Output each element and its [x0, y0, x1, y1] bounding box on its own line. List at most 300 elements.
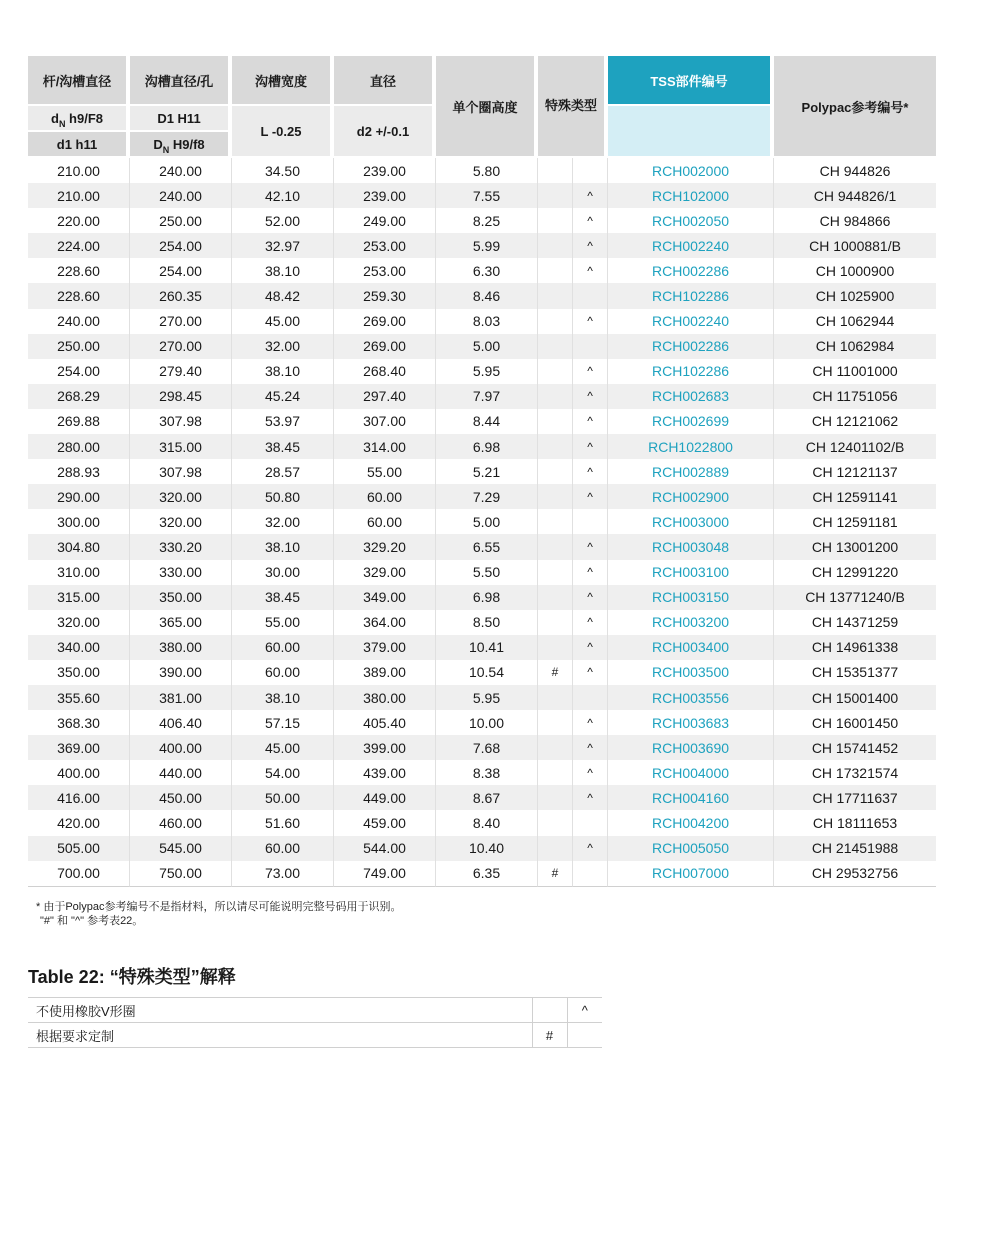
groove-width-cell: 45.00: [232, 735, 334, 760]
polypac-reference-cell: CH 15741452: [774, 735, 936, 760]
header-dn-h9f8: $d_N$ h9/F8: [28, 106, 130, 132]
diameter-cell: 253.00: [334, 258, 436, 283]
table-row: [28, 258, 936, 283]
diameter-cell: 259.30: [334, 283, 436, 308]
tss-part-number-cell: RCH003500: [608, 660, 774, 685]
special-type-no-vring-cell: ^: [573, 484, 608, 509]
rod-diameter-cell: 416.00: [28, 785, 130, 810]
polypac-reference-cell: CH 1000900: [815, 262, 895, 279]
polypac-reference-cell: CH 15001400: [774, 685, 936, 710]
groove-width-cell: 34.50: [232, 158, 334, 183]
tss-part-number-cell: RCH002000: [608, 158, 774, 183]
rod-diameter-cell: 700.00: [28, 861, 130, 887]
ring-height-cell: 8.67: [436, 785, 538, 810]
polypac-reference-cell: CH 12121137: [812, 463, 898, 480]
special-type-custom-cell: [538, 560, 573, 585]
table-body: [28, 158, 936, 887]
groove-width-cell: 55.00: [232, 610, 334, 635]
ring-height-cell: 8.38: [436, 760, 538, 785]
special-type-no-vring-cell: ^: [573, 560, 608, 585]
rod-diameter-cell: 355.60: [28, 685, 130, 710]
tss-part-number-cell: RCH004160: [608, 785, 774, 810]
table-row: [28, 861, 936, 887]
table-row: [28, 208, 936, 233]
special-type-custom-cell: [538, 735, 573, 760]
rod-diameter-cell: 250.00: [28, 334, 130, 359]
bore-diameter-cell: 330.20: [130, 534, 232, 559]
special-type-no-vring-cell: ^: [573, 384, 608, 409]
special-type-custom-cell: #: [538, 660, 573, 685]
ring-height-cell: 5.21: [436, 459, 538, 484]
special-type-no-vring-cell: ^: [573, 660, 608, 685]
table22-custom-cell: [532, 998, 567, 1023]
special-type-no-vring-cell: ^: [573, 434, 608, 459]
table22-body: [28, 998, 602, 1048]
rod-diameter-cell: 369.00: [28, 735, 130, 760]
rod-diameter-cell: 350.00: [28, 660, 130, 685]
header-single-ring-height: 单个圈高度: [436, 56, 538, 158]
rod-diameter-cell: 400.00: [28, 760, 130, 785]
tss-part-number-cell: RCH003556: [608, 685, 774, 710]
diameter-cell: 60.00: [334, 509, 436, 534]
special-type-custom-cell: [538, 283, 573, 308]
rod-diameter-cell: 340.00: [28, 635, 130, 660]
groove-width-cell: 50.80: [232, 484, 334, 509]
special-type-no-vring-cell: [573, 685, 608, 710]
rod-diameter-cell: 254.00: [28, 359, 130, 384]
special-type-no-vring-cell: ^: [573, 785, 608, 810]
tss-part-number-cell: RCH102286: [608, 359, 774, 384]
rod-diameter-cell: 320.00: [28, 610, 130, 635]
bore-diameter-cell: 240.00: [130, 183, 232, 208]
table-row: [28, 384, 936, 409]
diameter-cell: 544.00: [334, 836, 436, 861]
bore-diameter-cell: 270.00: [130, 309, 232, 334]
table22-description-cell: 不使用橡胶V形圈: [28, 998, 532, 1023]
special-type-no-vring-cell: ^: [573, 534, 608, 559]
bore-diameter-cell: 545.00: [130, 836, 232, 861]
diameter-cell: 268.40: [334, 359, 436, 384]
groove-width-cell: 54.00: [232, 760, 334, 785]
diameter-cell: 349.00: [334, 585, 436, 610]
bore-diameter-cell: 307.98: [130, 409, 232, 434]
diameter-cell: 269.00: [334, 309, 436, 334]
groove-width-cell: 48.42: [232, 283, 334, 308]
ring-height-cell: 8.44: [436, 409, 538, 434]
special-type-custom-cell: [538, 484, 573, 509]
bore-diameter-cell: 381.00: [130, 685, 232, 710]
tss-part-number-cell: RCH002286: [608, 258, 774, 283]
header-tss-part-number: TSS部件编号: [608, 56, 774, 106]
rod-diameter-cell: 315.00: [28, 585, 130, 610]
ring-height-cell: 8.46: [436, 283, 538, 308]
special-type-custom-cell: [538, 309, 573, 334]
special-type-no-vring-cell: [573, 810, 608, 835]
header-polypac-reference: Polypac参考编号*: [774, 56, 936, 158]
header-dn-h9f8-bore: $D_N$ H9/f8: [130, 132, 232, 158]
table-row: [28, 158, 936, 183]
groove-width-cell: 42.10: [232, 183, 334, 208]
tss-part-number-cell: RCH102286: [608, 283, 774, 308]
ring-height-cell: 10.41: [436, 635, 538, 660]
diameter-cell: 314.00: [334, 434, 436, 459]
rod-diameter-cell: 224.00: [28, 233, 130, 258]
tss-part-number-cell: RCH002900: [608, 484, 774, 509]
ring-height-cell: 7.29: [436, 484, 538, 509]
tss-part-number-cell: RCH002683: [608, 384, 774, 409]
polypac-reference-cell: CH 11751056: [774, 384, 936, 409]
bore-diameter-cell: 450.00: [130, 785, 232, 810]
diameter-cell: 329.00: [334, 560, 436, 585]
ring-height-cell: 10.40: [436, 836, 538, 861]
table-row: [28, 735, 936, 760]
bore-diameter-cell: 460.00: [130, 810, 232, 835]
diameter-cell: 249.00: [334, 208, 436, 233]
bore-diameter-cell: 270.00: [130, 334, 232, 359]
tss-part-number-cell: RCH002240: [608, 309, 774, 334]
rod-diameter-cell: 228.60: [28, 283, 130, 308]
ring-height-cell: 8.25: [436, 208, 538, 233]
table-row: [28, 509, 936, 534]
special-type-no-vring-cell: ^: [573, 183, 608, 208]
groove-width-cell: 38.10: [232, 359, 334, 384]
rod-diameter-cell: 368.30: [28, 710, 130, 735]
special-type-no-vring-cell: ^: [573, 760, 608, 785]
special-type-custom-cell: [538, 183, 573, 208]
rod-diameter-cell: 310.00: [28, 560, 130, 585]
tss-part-number-cell: RCH002286: [608, 334, 774, 359]
polypac-reference-cell: CH 1062984: [774, 334, 936, 359]
diameter-cell: 364.00: [334, 610, 436, 635]
groove-width-cell: 32.97: [232, 233, 334, 258]
special-type-custom-cell: [538, 585, 573, 610]
header-special-type: 特殊类型: [538, 56, 608, 158]
groove-width-cell: 60.00: [232, 660, 334, 685]
diameter-cell: 269.00: [334, 334, 436, 359]
polypac-reference-cell: CH 1062944: [815, 313, 895, 330]
special-type-no-vring-cell: ^: [573, 610, 608, 635]
ring-height-cell: 7.68: [436, 735, 538, 760]
diameter-cell: 60.00: [334, 484, 436, 509]
bore-diameter-cell: 307.98: [130, 459, 232, 484]
tss-part-number-cell: RCH003683: [608, 710, 774, 735]
tss-part-number-cell: RCH003000: [608, 509, 774, 534]
diameter-cell: 389.00: [334, 660, 436, 685]
special-type-custom-cell: [538, 760, 573, 785]
table22-row: [28, 998, 602, 1023]
polypac-reference-cell: CH 16001450: [811, 714, 899, 731]
header-groove-width: 沟槽宽度: [232, 56, 334, 106]
ring-height-cell: 6.98: [436, 585, 538, 610]
ring-height-cell: 5.50: [436, 560, 538, 585]
diameter-cell: 239.00: [334, 183, 436, 208]
table-row: [28, 810, 936, 835]
polypac-reference-cell: CH 944826/1: [774, 183, 936, 208]
bore-diameter-cell: 298.45: [130, 384, 232, 409]
special-type-no-vring-cell: ^: [573, 233, 608, 258]
bore-diameter-cell: 406.40: [130, 710, 232, 735]
table-row: [28, 685, 936, 710]
special-type-custom-cell: [538, 334, 573, 359]
table-row: [28, 283, 936, 308]
special-type-no-vring-cell: [573, 861, 608, 887]
tss-part-number-cell: RCH1022800: [608, 434, 774, 459]
groove-width-cell: 50.00: [232, 785, 334, 810]
polypac-reference-cell: CH 12591181: [812, 513, 898, 530]
special-type-no-vring-cell: ^: [573, 409, 608, 434]
tss-part-number-cell: RCH004200: [608, 810, 774, 835]
table-row: [28, 359, 936, 384]
bore-diameter-cell: 240.00: [130, 158, 232, 183]
table-row: [28, 309, 936, 334]
diameter-cell: 749.00: [334, 861, 436, 887]
ring-height-cell: 5.95: [436, 359, 538, 384]
special-type-no-vring-cell: [573, 283, 608, 308]
diameter-cell: 379.00: [334, 635, 436, 660]
special-type-no-vring-cell: ^: [573, 585, 608, 610]
polypac-reference-cell: CH 29532756: [774, 861, 936, 887]
special-type-custom-cell: #: [538, 861, 573, 887]
table-row: [28, 710, 936, 735]
header-d1-h11-lower: d1 h11: [28, 132, 130, 158]
ring-height-cell: 10.00: [436, 710, 538, 735]
polypac-reference-cell: CH 18111653: [812, 814, 898, 831]
polypac-reference-cell: CH 13771240/B: [774, 585, 936, 610]
tss-part-number-cell: RCH007000: [608, 861, 774, 887]
groove-width-cell: 60.00: [232, 635, 334, 660]
special-type-custom-cell: [538, 208, 573, 233]
bore-diameter-cell: 260.35: [130, 283, 232, 308]
groove-width-cell: 73.00: [232, 861, 334, 887]
special-type-custom-cell: [538, 233, 573, 258]
diameter-cell: 307.00: [334, 409, 436, 434]
special-type-custom-cell: [538, 810, 573, 835]
bore-diameter-cell: 279.40: [130, 359, 232, 384]
polypac-reference-cell: CH 17321574: [811, 764, 899, 781]
groove-width-cell: 38.45: [232, 585, 334, 610]
header-diameter: 直径: [334, 56, 436, 106]
ring-height-cell: 5.80: [436, 158, 538, 183]
special-type-custom-cell: [538, 359, 573, 384]
table-header: [28, 56, 936, 158]
footnote-polypac: * 由于Polypac参考编号不是指材料，所以请尽可能说明完整号码用于识别。: [36, 901, 402, 913]
table-row: [28, 585, 936, 610]
rod-diameter-cell: 300.00: [28, 509, 130, 534]
table-row: [28, 233, 936, 258]
tss-part-number-cell: RCH002050: [608, 208, 774, 233]
bore-diameter-cell: 320.00: [130, 484, 232, 509]
ring-height-cell: 5.95: [436, 685, 538, 710]
special-type-no-vring-cell: ^: [573, 309, 608, 334]
groove-width-cell: 38.10: [232, 685, 334, 710]
tss-part-number-cell: RCH003100: [608, 560, 774, 585]
table-row: [28, 610, 936, 635]
special-type-no-vring-cell: ^: [573, 258, 608, 283]
ring-height-cell: 7.97: [436, 384, 538, 409]
groove-width-cell: 57.15: [232, 710, 334, 735]
diameter-cell: 399.00: [334, 735, 436, 760]
special-type-no-vring-cell: ^: [573, 635, 608, 660]
ring-height-cell: 10.54: [436, 660, 538, 685]
diameter-cell: 459.00: [334, 810, 436, 835]
special-type-custom-cell: [538, 635, 573, 660]
polypac-reference-cell: CH 21451988: [774, 836, 936, 861]
diameter-cell: 439.00: [334, 760, 436, 785]
rod-diameter-cell: 290.00: [28, 484, 130, 509]
table-row: [28, 434, 936, 459]
special-type-custom-cell: [538, 710, 573, 735]
rod-diameter-cell: 210.00: [28, 183, 130, 208]
groove-width-cell: 30.00: [232, 560, 334, 585]
table22-custom-cell: #: [532, 1023, 567, 1048]
special-type-custom-cell: [538, 509, 573, 534]
polypac-reference-cell: CH 1025900: [774, 283, 936, 308]
special-type-no-vring-cell: [573, 334, 608, 359]
header-d1-h11-upper: D1 H11: [130, 106, 232, 132]
groove-width-cell: 38.45: [232, 434, 334, 459]
diameter-cell: 329.20: [334, 534, 436, 559]
bore-diameter-cell: 440.00: [130, 760, 232, 785]
diameter-cell: 405.40: [334, 710, 436, 735]
bore-diameter-cell: 315.00: [130, 434, 232, 459]
diameter-cell: 297.40: [334, 384, 436, 409]
tss-part-number-cell: RCH003048: [608, 534, 774, 559]
table22-description-cell: 根据要求定制: [28, 1023, 532, 1048]
special-type-custom-cell: [538, 434, 573, 459]
ring-height-cell: 5.00: [436, 334, 538, 359]
rod-diameter-cell: 420.00: [28, 810, 130, 835]
table-row: [28, 334, 936, 359]
rod-diameter-cell: 240.00: [28, 309, 130, 334]
rod-diameter-cell: 228.60: [28, 258, 130, 283]
rod-diameter-cell: 269.88: [28, 409, 130, 434]
footnote-symbols: "#" 和 "^" 参考表22。: [40, 915, 144, 927]
table-row: [28, 484, 936, 509]
tss-part-number-cell: RCH003690: [608, 735, 774, 760]
rod-diameter-cell: 288.93: [28, 459, 130, 484]
special-type-legend-table: [28, 997, 602, 1048]
groove-width-cell: 51.60: [232, 810, 334, 835]
header-tss-subcell: [608, 106, 774, 158]
rod-diameter-cell: 505.00: [28, 836, 130, 861]
special-type-no-vring-cell: [573, 158, 608, 183]
ring-height-cell: 8.03: [436, 309, 538, 334]
groove-width-cell: 38.10: [232, 534, 334, 559]
ring-height-cell: 8.50: [436, 610, 538, 635]
bore-diameter-cell: 320.00: [130, 509, 232, 534]
table22-title: Table 22: “特殊类型”解释: [28, 967, 236, 987]
header-rod-groove-diameter: 杆/沟槽直径: [28, 56, 130, 106]
ring-height-cell: 6.35: [436, 861, 538, 887]
groove-width-cell: 32.00: [232, 334, 334, 359]
groove-width-cell: 53.97: [232, 409, 334, 434]
footnotes: [36, 900, 401, 928]
polypac-reference-cell: CH 14371259: [811, 614, 899, 631]
polypac-reference-cell: CH 944826: [819, 162, 891, 179]
ring-height-cell: 7.55: [436, 183, 538, 208]
table-row: [28, 183, 936, 208]
special-type-custom-cell: [538, 459, 573, 484]
rod-diameter-cell: 268.29: [28, 384, 130, 409]
polypac-reference-cell: CH 12591141: [774, 484, 936, 509]
table-row: [28, 635, 936, 660]
diameter-cell: 380.00: [334, 685, 436, 710]
polypac-reference-cell: CH 17711637: [774, 785, 936, 810]
tss-part-number-cell: RCH003400: [608, 635, 774, 660]
ring-height-cell: 8.40: [436, 810, 538, 835]
table-row: [28, 534, 936, 559]
groove-width-cell: 28.57: [232, 459, 334, 484]
table-row: [28, 560, 936, 585]
tss-part-number-cell: RCH005050: [608, 836, 774, 861]
table-row: [28, 836, 936, 861]
special-type-no-vring-cell: ^: [573, 359, 608, 384]
polypac-reference-cell: CH 14961338: [774, 635, 936, 660]
diameter-cell: 449.00: [334, 785, 436, 810]
special-type-no-vring-cell: ^: [573, 459, 608, 484]
bore-diameter-cell: 400.00: [130, 735, 232, 760]
groove-width-cell: 52.00: [232, 208, 334, 233]
groove-width-cell: 45.24: [232, 384, 334, 409]
table22-vring-cell: [567, 1023, 602, 1048]
polypac-reference-cell: CH 11001000: [812, 363, 898, 380]
diameter-cell: 253.00: [334, 233, 436, 258]
bore-diameter-cell: 390.00: [130, 660, 232, 685]
bore-diameter-cell: 254.00: [130, 258, 232, 283]
polypac-reference-cell: CH 12991220: [811, 564, 899, 581]
polypac-reference-cell: CH 984866: [819, 212, 891, 229]
rod-diameter-cell: 210.00: [28, 158, 130, 183]
ring-height-cell: 5.99: [436, 233, 538, 258]
tss-part-number-cell: RCH002889: [608, 459, 774, 484]
header-l-tolerance: L -0.25: [232, 106, 334, 158]
special-type-custom-cell: [538, 384, 573, 409]
table-row: [28, 660, 936, 685]
polypac-reference-cell: CH 12401102/B: [774, 434, 936, 459]
special-type-custom-cell: [538, 158, 573, 183]
tss-part-number-cell: RCH102000: [608, 183, 774, 208]
rod-diameter-cell: 304.80: [28, 534, 130, 559]
seal-dimensions-table: [28, 56, 936, 887]
table22-vring-cell: ^: [567, 998, 602, 1023]
polypac-reference-cell: CH 12121062: [811, 413, 899, 430]
special-type-custom-cell: [538, 610, 573, 635]
special-type-custom-cell: [538, 534, 573, 559]
table22-row: [28, 1023, 602, 1048]
tss-part-number-cell: RCH004000: [608, 760, 774, 785]
table-row: [28, 459, 936, 484]
bore-diameter-cell: 250.00: [130, 208, 232, 233]
bore-diameter-cell: 365.00: [130, 610, 232, 635]
diameter-cell: 239.00: [334, 158, 436, 183]
groove-width-cell: 60.00: [232, 836, 334, 861]
header-d2-tolerance: d2 +/-0.1: [334, 106, 436, 158]
groove-width-cell: 45.00: [232, 309, 334, 334]
bore-diameter-cell: 254.00: [130, 233, 232, 258]
rod-diameter-cell: 220.00: [28, 208, 130, 233]
groove-width-cell: 32.00: [232, 509, 334, 534]
bore-diameter-cell: 380.00: [130, 635, 232, 660]
diameter-cell: 55.00: [334, 459, 436, 484]
ring-height-cell: 5.00: [436, 509, 538, 534]
bore-diameter-cell: 350.00: [130, 585, 232, 610]
polypac-reference-cell: CH 1000881/B: [774, 233, 936, 258]
special-type-custom-cell: [538, 685, 573, 710]
ring-height-cell: 6.98: [436, 434, 538, 459]
polypac-reference-cell: CH 13001200: [774, 534, 936, 559]
special-type-no-vring-cell: [573, 509, 608, 534]
special-type-custom-cell: [538, 258, 573, 283]
